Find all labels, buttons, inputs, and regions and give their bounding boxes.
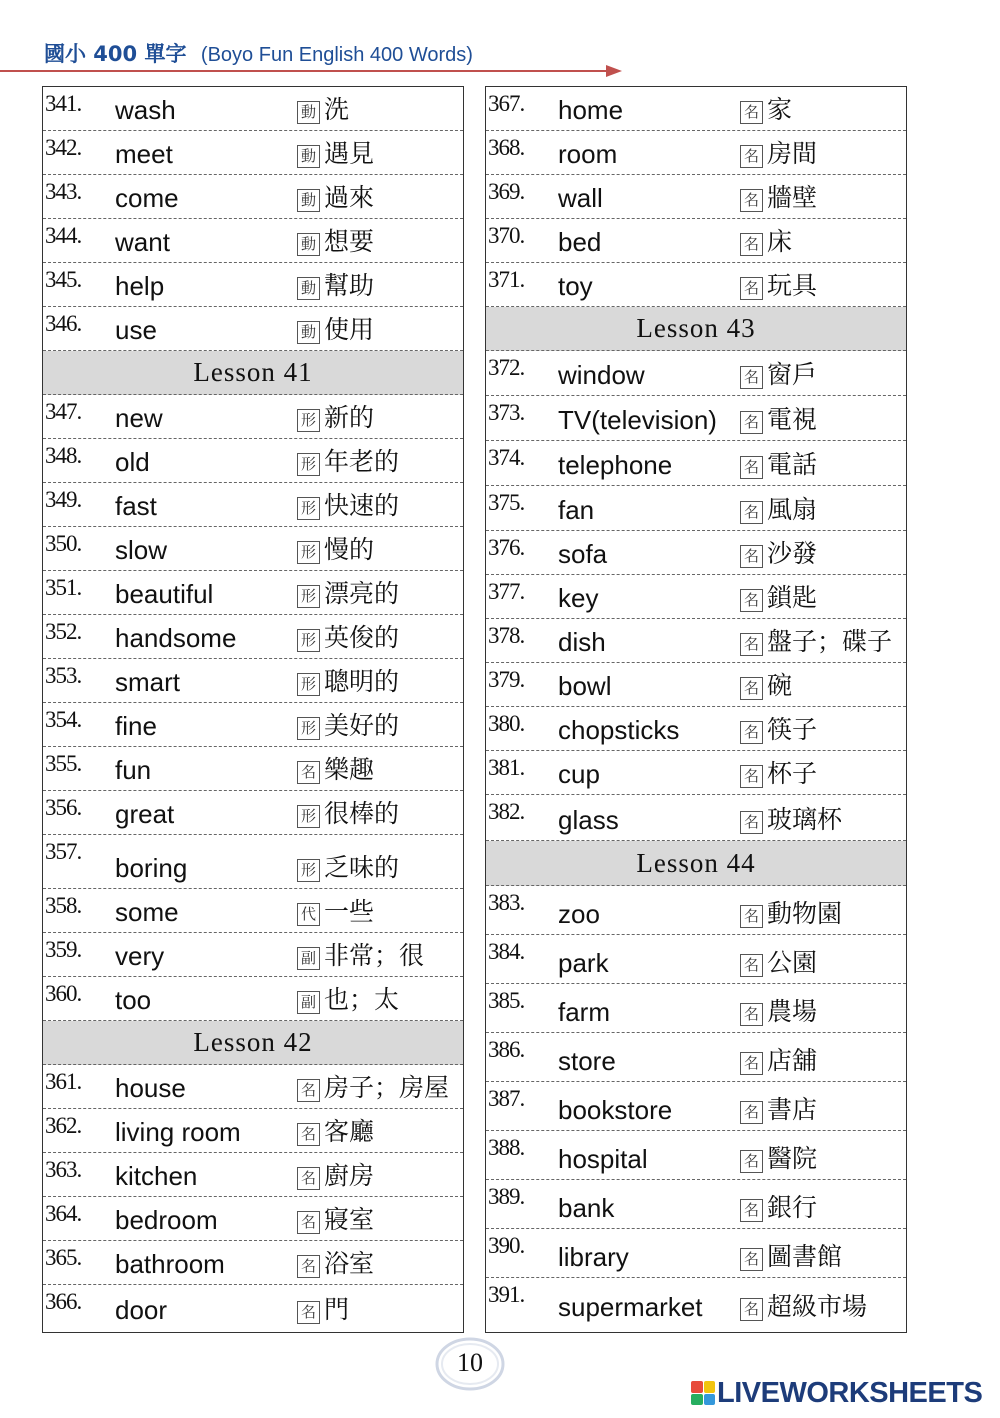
- part-of-speech-box: 名: [740, 633, 763, 656]
- english-word: chopsticks: [558, 715, 680, 745]
- part-of-speech-box: 形: [297, 629, 320, 652]
- english-word: fine: [115, 711, 157, 741]
- chinese-meaning: 洗: [324, 95, 350, 124]
- chinese-meaning: 房間: [767, 139, 818, 168]
- chinese-meaning: 快速的: [324, 491, 400, 520]
- word-number: 391.: [488, 1282, 525, 1307]
- part-of-speech-box: 名: [740, 1199, 763, 1222]
- english-word: house: [115, 1073, 186, 1103]
- english-word: bedroom: [115, 1205, 218, 1235]
- part-of-speech-box: 副: [297, 947, 320, 970]
- vocab-row: [486, 396, 906, 441]
- word-number: 349.: [45, 487, 82, 512]
- english-word: farm: [558, 997, 610, 1027]
- chinese-meaning: 玻璃杯: [767, 805, 843, 834]
- word-number: 373.: [488, 400, 525, 425]
- liveworksheets-wordmark: LIVEWORKSHEETS: [717, 1376, 983, 1409]
- english-word: come: [115, 183, 179, 213]
- english-word: room: [558, 139, 618, 169]
- word-number: 343.: [45, 179, 82, 204]
- part-of-speech-box: 形: [297, 497, 320, 520]
- chinese-meaning: 年老的: [324, 447, 400, 476]
- english-word: very: [115, 941, 165, 971]
- word-number: 375.: [488, 490, 525, 515]
- word-number: 389.: [488, 1184, 525, 1209]
- word-number: 384.: [488, 939, 525, 964]
- lesson-header: [486, 841, 906, 886]
- part-of-speech-box: 名: [740, 1052, 763, 1075]
- chinese-meaning: 使用: [324, 315, 375, 344]
- vocab-row: [43, 1285, 463, 1330]
- english-word: home: [558, 95, 624, 125]
- english-word: library: [558, 1242, 629, 1272]
- english-word: toy: [558, 271, 593, 301]
- chinese-meaning: 醫院: [767, 1144, 818, 1173]
- english-word: park: [558, 948, 609, 978]
- part-of-speech-box: 名: [740, 1101, 763, 1124]
- word-number: 364.: [45, 1201, 82, 1226]
- chinese-meaning: 碗: [767, 671, 793, 700]
- word-number: 380.: [488, 711, 525, 736]
- chinese-meaning: 想要: [324, 227, 375, 256]
- chinese-meaning: 沙發: [767, 539, 818, 568]
- english-word: wall: [558, 183, 603, 213]
- part-of-speech-box: 形: [297, 805, 320, 828]
- word-number: 390.: [488, 1233, 525, 1258]
- english-word: new: [115, 403, 163, 433]
- english-word: bed: [558, 227, 602, 257]
- chinese-meaning: 牆壁: [767, 183, 818, 212]
- part-of-speech-box: 名: [740, 765, 763, 788]
- vocab-row: [486, 175, 906, 219]
- word-number: 377.: [488, 579, 525, 604]
- vocab-row: [486, 131, 906, 175]
- part-of-speech-box: 名: [740, 721, 763, 744]
- vocab-row: [43, 483, 463, 527]
- vocab-row: [43, 527, 463, 571]
- lesson-header: [43, 351, 463, 395]
- english-word: glass: [558, 805, 619, 835]
- chinese-meaning: 慢的: [324, 535, 375, 564]
- english-word: want: [115, 227, 170, 257]
- vocab-row: [486, 1278, 906, 1327]
- word-number: 341.: [45, 91, 82, 116]
- vocab-row: [43, 1109, 463, 1153]
- word-number: 366.: [45, 1289, 82, 1314]
- word-number: 358.: [45, 893, 82, 918]
- part-of-speech-box: 形: [297, 453, 320, 476]
- vocab-row: [43, 1153, 463, 1197]
- word-number: 351.: [45, 575, 82, 600]
- vocab-row: [486, 441, 906, 486]
- vocab-row: [486, 1082, 906, 1131]
- part-of-speech-box: 名: [740, 1150, 763, 1173]
- header-title-zh: 國小 400 單字: [44, 42, 187, 66]
- chinese-meaning: 圖書館: [767, 1242, 843, 1271]
- chinese-meaning: 窗戶: [767, 360, 818, 389]
- part-of-speech-box: 動: [297, 277, 320, 300]
- chinese-meaning: 超級市場: [767, 1292, 868, 1321]
- english-word: hospital: [558, 1144, 648, 1174]
- word-number: 383.: [488, 890, 525, 915]
- word-number: 382.: [488, 799, 525, 824]
- word-number: 365.: [45, 1245, 82, 1270]
- vocab-row: [486, 351, 906, 396]
- chinese-meaning: 新的: [324, 403, 375, 432]
- part-of-speech-box: 名: [740, 1003, 763, 1026]
- chinese-meaning: 一些: [324, 897, 375, 926]
- vocab-row: [43, 1065, 463, 1109]
- english-word: supermarket: [558, 1292, 703, 1322]
- part-of-speech-box: 動: [297, 189, 320, 212]
- word-number: 361.: [45, 1069, 82, 1094]
- vocab-row: [43, 747, 463, 791]
- word-number: 345.: [45, 267, 82, 292]
- part-of-speech-box: 形: [297, 859, 320, 882]
- vocab-row: [486, 1033, 906, 1082]
- liveworksheets-icon: [691, 1381, 715, 1405]
- chinese-meaning: 玩具: [767, 271, 818, 300]
- word-number: 360.: [45, 981, 82, 1006]
- chinese-meaning: 房子；房屋: [324, 1073, 450, 1102]
- word-number: 363.: [45, 1157, 82, 1182]
- part-of-speech-box: 形: [297, 541, 320, 564]
- word-number: 378.: [488, 623, 525, 648]
- english-word: bowl: [558, 671, 612, 701]
- word-number: 385.: [488, 988, 525, 1013]
- english-word: smart: [115, 667, 180, 697]
- vocab-row: [43, 87, 463, 131]
- part-of-speech-box: 名: [297, 1123, 320, 1146]
- word-number: 368.: [488, 135, 525, 160]
- vocab-row: [43, 307, 463, 351]
- header-title-en: (Boyo Fun English 400 Words): [200, 44, 473, 66]
- vocab-row: [43, 977, 463, 1021]
- part-of-speech-box: 動: [297, 321, 320, 344]
- lesson-label: Lesson 44: [636, 847, 756, 878]
- word-number: 353.: [45, 663, 82, 688]
- chinese-meaning: 書店: [767, 1095, 818, 1124]
- vocab-row: [43, 659, 463, 703]
- part-of-speech-box: 動: [297, 145, 320, 168]
- vocab-row: [43, 263, 463, 307]
- english-word: help: [115, 271, 165, 301]
- vocab-row: [486, 619, 906, 663]
- vocab-row: [486, 219, 906, 263]
- word-number: 346.: [45, 311, 82, 336]
- vocab-row: [486, 751, 906, 795]
- vocab-row: [486, 984, 906, 1033]
- chinese-meaning: 過來: [324, 183, 375, 212]
- english-word: great: [115, 799, 175, 829]
- part-of-speech-box: 名: [740, 954, 763, 977]
- part-of-speech-box: 名: [740, 811, 763, 834]
- english-word: living room: [115, 1117, 241, 1147]
- english-word: meet: [115, 139, 173, 169]
- part-of-speech-box: 名: [740, 101, 763, 124]
- part-of-speech-box: 名: [297, 1255, 320, 1278]
- lesson-label: Lesson 41: [193, 357, 313, 387]
- vocab-row: [43, 175, 463, 219]
- english-word: door: [115, 1295, 168, 1325]
- english-word: too: [115, 985, 152, 1015]
- english-word: window: [558, 360, 645, 390]
- lesson-header: [486, 307, 906, 351]
- chinese-meaning: 銀行: [767, 1193, 818, 1222]
- english-word: boring: [115, 853, 188, 883]
- chinese-meaning: 公園: [767, 948, 818, 977]
- english-word: bathroom: [115, 1249, 225, 1279]
- chinese-meaning: 幫助: [324, 271, 375, 300]
- liveworksheets-logo: [691, 1376, 982, 1410]
- chinese-meaning: 寢室: [324, 1205, 375, 1234]
- word-number: 362.: [45, 1113, 82, 1138]
- part-of-speech-box: 代: [297, 903, 320, 926]
- word-number: 342.: [45, 135, 82, 160]
- chinese-meaning: 漂亮的: [324, 579, 400, 608]
- part-of-speech-box: 名: [740, 456, 763, 479]
- chinese-meaning: 客廳: [324, 1117, 375, 1146]
- chinese-meaning: 門: [324, 1295, 350, 1324]
- english-word: handsome: [115, 623, 237, 653]
- word-number: 367.: [488, 91, 525, 116]
- chinese-meaning: 店舖: [767, 1046, 818, 1075]
- part-of-speech-box: 名: [740, 501, 763, 524]
- word-number: 359.: [45, 937, 82, 962]
- english-word: fun: [115, 755, 152, 785]
- vocab-row: [43, 571, 463, 615]
- vocab-row: [486, 795, 906, 841]
- page-number-badge: [434, 1336, 506, 1392]
- part-of-speech-box: 名: [297, 1301, 320, 1324]
- vocab-row: [43, 835, 463, 889]
- page-number: 10: [457, 1348, 483, 1377]
- vocab-row: [486, 1229, 906, 1278]
- part-of-speech-box: 名: [740, 145, 763, 168]
- chinese-meaning: 杯子: [767, 759, 818, 788]
- part-of-speech-box: 名: [740, 545, 763, 568]
- word-number: 370.: [488, 223, 525, 248]
- word-number: 355.: [45, 751, 82, 776]
- vocab-row: [486, 263, 906, 307]
- chinese-meaning: 筷子: [767, 715, 818, 744]
- chinese-meaning: 家: [767, 95, 793, 124]
- word-number: 356.: [45, 795, 82, 820]
- english-word: dish: [558, 627, 606, 657]
- english-word: TV(television): [558, 405, 717, 435]
- english-word: sofa: [558, 539, 608, 569]
- header-arrow-line: [0, 64, 625, 78]
- word-number: 350.: [45, 531, 82, 556]
- word-number: 372.: [488, 355, 525, 380]
- vocab-row: [486, 1180, 906, 1229]
- part-of-speech-box: 名: [740, 1248, 763, 1271]
- english-word: store: [558, 1046, 616, 1076]
- part-of-speech-box: 副: [297, 991, 320, 1014]
- word-number: 381.: [488, 755, 525, 780]
- chinese-meaning: 浴室: [324, 1249, 375, 1278]
- english-word: old: [115, 447, 150, 477]
- part-of-speech-box: 名: [740, 677, 763, 700]
- vocab-row: [43, 889, 463, 933]
- part-of-speech-box: 名: [740, 411, 763, 434]
- vocab-row: [486, 531, 906, 575]
- chinese-meaning: 樂趣: [324, 755, 375, 784]
- chinese-meaning: 風扇: [767, 495, 818, 524]
- part-of-speech-box: 形: [297, 673, 320, 696]
- part-of-speech-box: 名: [740, 277, 763, 300]
- vocab-row: [43, 615, 463, 659]
- part-of-speech-box: 形: [297, 409, 320, 432]
- lesson-label: Lesson 42: [193, 1027, 313, 1057]
- english-word: zoo: [558, 899, 600, 929]
- part-of-speech-box: 形: [297, 717, 320, 740]
- word-number: 348.: [45, 443, 82, 468]
- part-of-speech-box: 名: [740, 905, 763, 928]
- vocab-row: [43, 219, 463, 263]
- word-number: 387.: [488, 1086, 525, 1111]
- word-number: 369.: [488, 179, 525, 204]
- vocab-column-left: [42, 86, 464, 1333]
- english-word: wash: [115, 95, 176, 125]
- english-word: beautiful: [115, 579, 214, 609]
- vocab-row: [486, 575, 906, 619]
- vocab-row: [43, 791, 463, 835]
- word-number: 374.: [488, 445, 525, 470]
- english-word: fast: [115, 491, 157, 521]
- vocab-column-right: [485, 86, 907, 1333]
- part-of-speech-box: 名: [740, 1298, 763, 1321]
- chinese-meaning: 英俊的: [324, 623, 400, 652]
- chinese-meaning: 床: [767, 227, 793, 256]
- vocab-row: [43, 933, 463, 977]
- chinese-meaning: 動物園: [767, 899, 843, 928]
- part-of-speech-box: 名: [740, 589, 763, 612]
- part-of-speech-box: 名: [740, 366, 763, 389]
- chinese-meaning: 農場: [767, 997, 818, 1026]
- vocab-row: [43, 1241, 463, 1285]
- chinese-meaning: 聰明的: [324, 667, 400, 696]
- chinese-meaning: 非常；很: [324, 941, 425, 970]
- english-word: some: [115, 897, 179, 927]
- word-number: 376.: [488, 535, 525, 560]
- chinese-meaning: 也；太: [324, 985, 400, 1014]
- chinese-meaning: 盤子；碟子: [767, 627, 893, 656]
- english-word: telephone: [558, 450, 673, 480]
- chinese-meaning: 廚房: [324, 1161, 375, 1190]
- english-word: bookstore: [558, 1095, 673, 1125]
- word-number: 386.: [488, 1037, 525, 1062]
- part-of-speech-box: 名: [297, 1167, 320, 1190]
- part-of-speech-box: 名: [297, 761, 320, 784]
- english-word: fan: [558, 495, 595, 525]
- word-number: 371.: [488, 267, 525, 292]
- word-number: 379.: [488, 667, 525, 692]
- vocab-row: [486, 935, 906, 984]
- english-word: slow: [115, 535, 168, 565]
- chinese-meaning: 電話: [767, 450, 818, 479]
- vocab-row: [486, 87, 906, 131]
- part-of-speech-box: 名: [297, 1211, 320, 1234]
- vocab-row: [43, 131, 463, 175]
- vocab-row: [486, 707, 906, 751]
- part-of-speech-box: 名: [740, 189, 763, 212]
- vocab-row: [43, 439, 463, 483]
- english-word: kitchen: [115, 1161, 198, 1191]
- part-of-speech-box: 動: [297, 233, 320, 256]
- word-number: 347.: [45, 399, 82, 424]
- vocab-row: [486, 886, 906, 935]
- word-number: 352.: [45, 619, 82, 644]
- lesson-header: [43, 1021, 463, 1065]
- vocab-row: [43, 703, 463, 747]
- chinese-meaning: 美好的: [324, 711, 400, 740]
- chinese-meaning: 很棒的: [324, 799, 400, 828]
- english-word: key: [558, 583, 599, 613]
- vocab-row: [486, 1131, 906, 1180]
- english-word: bank: [558, 1193, 615, 1223]
- english-word: use: [115, 315, 157, 345]
- english-word: cup: [558, 759, 600, 789]
- part-of-speech-box: 形: [297, 585, 320, 608]
- vocab-row: [486, 663, 906, 707]
- part-of-speech-box: 動: [297, 101, 320, 124]
- word-number: 354.: [45, 707, 82, 732]
- part-of-speech-box: 名: [297, 1079, 320, 1102]
- chinese-meaning: 遇見: [324, 139, 375, 168]
- word-number: 344.: [45, 223, 82, 248]
- word-number: 388.: [488, 1135, 525, 1160]
- vocab-row: [43, 1197, 463, 1241]
- word-number: 357.: [45, 839, 82, 864]
- chinese-meaning: 電視: [767, 405, 818, 434]
- vocab-row: [486, 486, 906, 531]
- chinese-meaning: 鎖匙: [767, 583, 818, 612]
- lesson-label: Lesson 43: [636, 313, 756, 343]
- chinese-meaning: 乏味的: [324, 853, 400, 882]
- vocab-row: [43, 395, 463, 439]
- part-of-speech-box: 名: [740, 233, 763, 256]
